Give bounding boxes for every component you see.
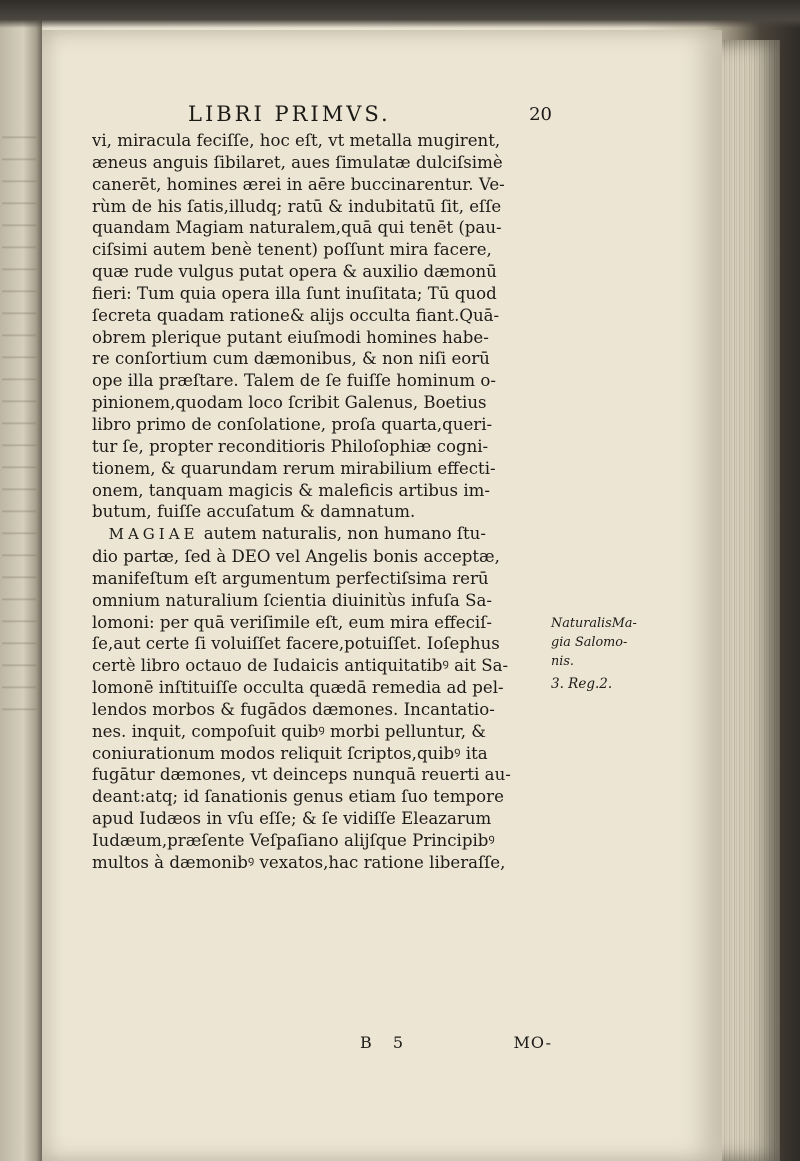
text-line: deant:atq; id ſanationis genus etiam ſuo tempore [92,787,504,807]
text-line: quæ rude vulgus putat opera & auxilio dæmonū [92,262,497,282]
text-line: Iudæum,præſente Veſpaſiano alijſque Principibꝰ [92,831,495,850]
text-line: ope illa præſtare. Talem de ſe fuiſſe hominum o- [92,371,496,391]
text-line: obrem plerique putant eiuſmodi homines habe- [92,327,489,347]
text-line: pinionem,quodam loco ſcribit Galenus, Boetius [92,393,487,413]
marginal-reference: 3. Reg.2. [551,676,613,692]
text-line: dio partæ, ſed à DEO vel Angelis bonis acceptæ, [92,547,500,567]
page-footer [92,1033,552,1057]
facing-page-edge [0,0,42,1161]
text-line: fieri: Tum quia opera illa ſunt inuſitata; Tū quod [92,283,497,303]
text-line: libro primo de conſolatione, proſa quarta,queri- [92,414,493,434]
signature-mark: B 5 [360,1033,412,1052]
text-line: manifeſtum eſt argumentum perfectiſsima rerū [92,568,489,588]
marginal-note-line: NaturalisMa- [551,616,637,631]
paragraph-start-text: autem naturalis, non humano ſtu- [203,524,486,544]
text-line: ſecreta quadam ratione& alijs occulta fiant.Quā- [92,305,500,325]
marginal-note-line: nis. [551,654,574,669]
text-line: apud Iudæos in vſu eſſe; & ſe vidiſſe Eleazarum [92,809,492,829]
running-title: LIBRI PRIMVS. [188,102,391,126]
text-line: æneus anguis ſibilaret, aues ſimulatæ dulciſsimè [92,152,503,172]
text-line: fugātur dæmones, vt deinceps nunquā reuerti au- [92,765,511,785]
folio-number: 20 [529,104,552,125]
text-line: ſe,aut certe ſi voluiſſet facere,potuiſſet. Ioſephus [92,634,500,654]
text-line: canerēt, homines ærei in aēre buccinarentur. Ve- [92,174,505,194]
text-line: nes. inquit, compoſuit quibꝰ morbi pelluntur, & [92,721,487,741]
page-header [92,102,552,128]
text-line: re conſortium cum dæmonibus, & non niſi eorū [92,349,490,369]
text-line: multos à dæmonibꝰ vexatos,hac ratione liberaſſe, [92,852,506,872]
text-line: onem, tanquam magicis & maleficis artibus im- [92,480,490,500]
scan-top-shadow [0,0,800,28]
catchword: MO- [513,1033,552,1052]
text-line: rùm de his ſatis,illudq; ratū & indubitatū ſit, eſſe [92,196,502,216]
paragraph-initial-word: MAGIAE [108,525,199,544]
text-line: lomoni: per quā veriſimile eſt, eum mira effeciſ- [92,612,492,632]
marginal-note-line: gia Salomo- [551,635,628,650]
text-line: certè libro octauo de Iudaicis antiquitatibꝰ ait Sa- [92,656,509,676]
text-line: lomonē inſtituiſſe occulta quædā remedia ad pel- [92,678,504,698]
marginal-note [551,614,681,694]
text-line: tur ſe, propter reconditioris Philoſophiæ cogni- [92,436,489,456]
text-line: tionem, & quarundam rerum mirabilium effecti- [92,458,496,478]
main-text-block [92,130,552,874]
text-line: coniurationum modos reliquit ſcriptos,quibꝰ ita [92,743,488,763]
facing-page-text-fragments [2,120,36,720]
text-line: quandam Magiam naturalem,quā qui tenēt (pau- [92,218,502,238]
text-line: vi, miracula feciſſe, hoc eſt, vt metalla mugirent, [92,131,501,150]
paragraph-start-line [92,523,552,546]
text-line: butum, fuiſſe accuſatum & damnatum. [92,502,416,522]
text-line: ciſsimi autem benè tenent) poſſunt mira facere, [92,240,492,260]
text-line: omnium naturalium ſcientia diuinitùs infuſa Sa- [92,590,492,610]
text-line: lendos morbos & fugādos dæmones. Incantatio- [92,699,495,719]
